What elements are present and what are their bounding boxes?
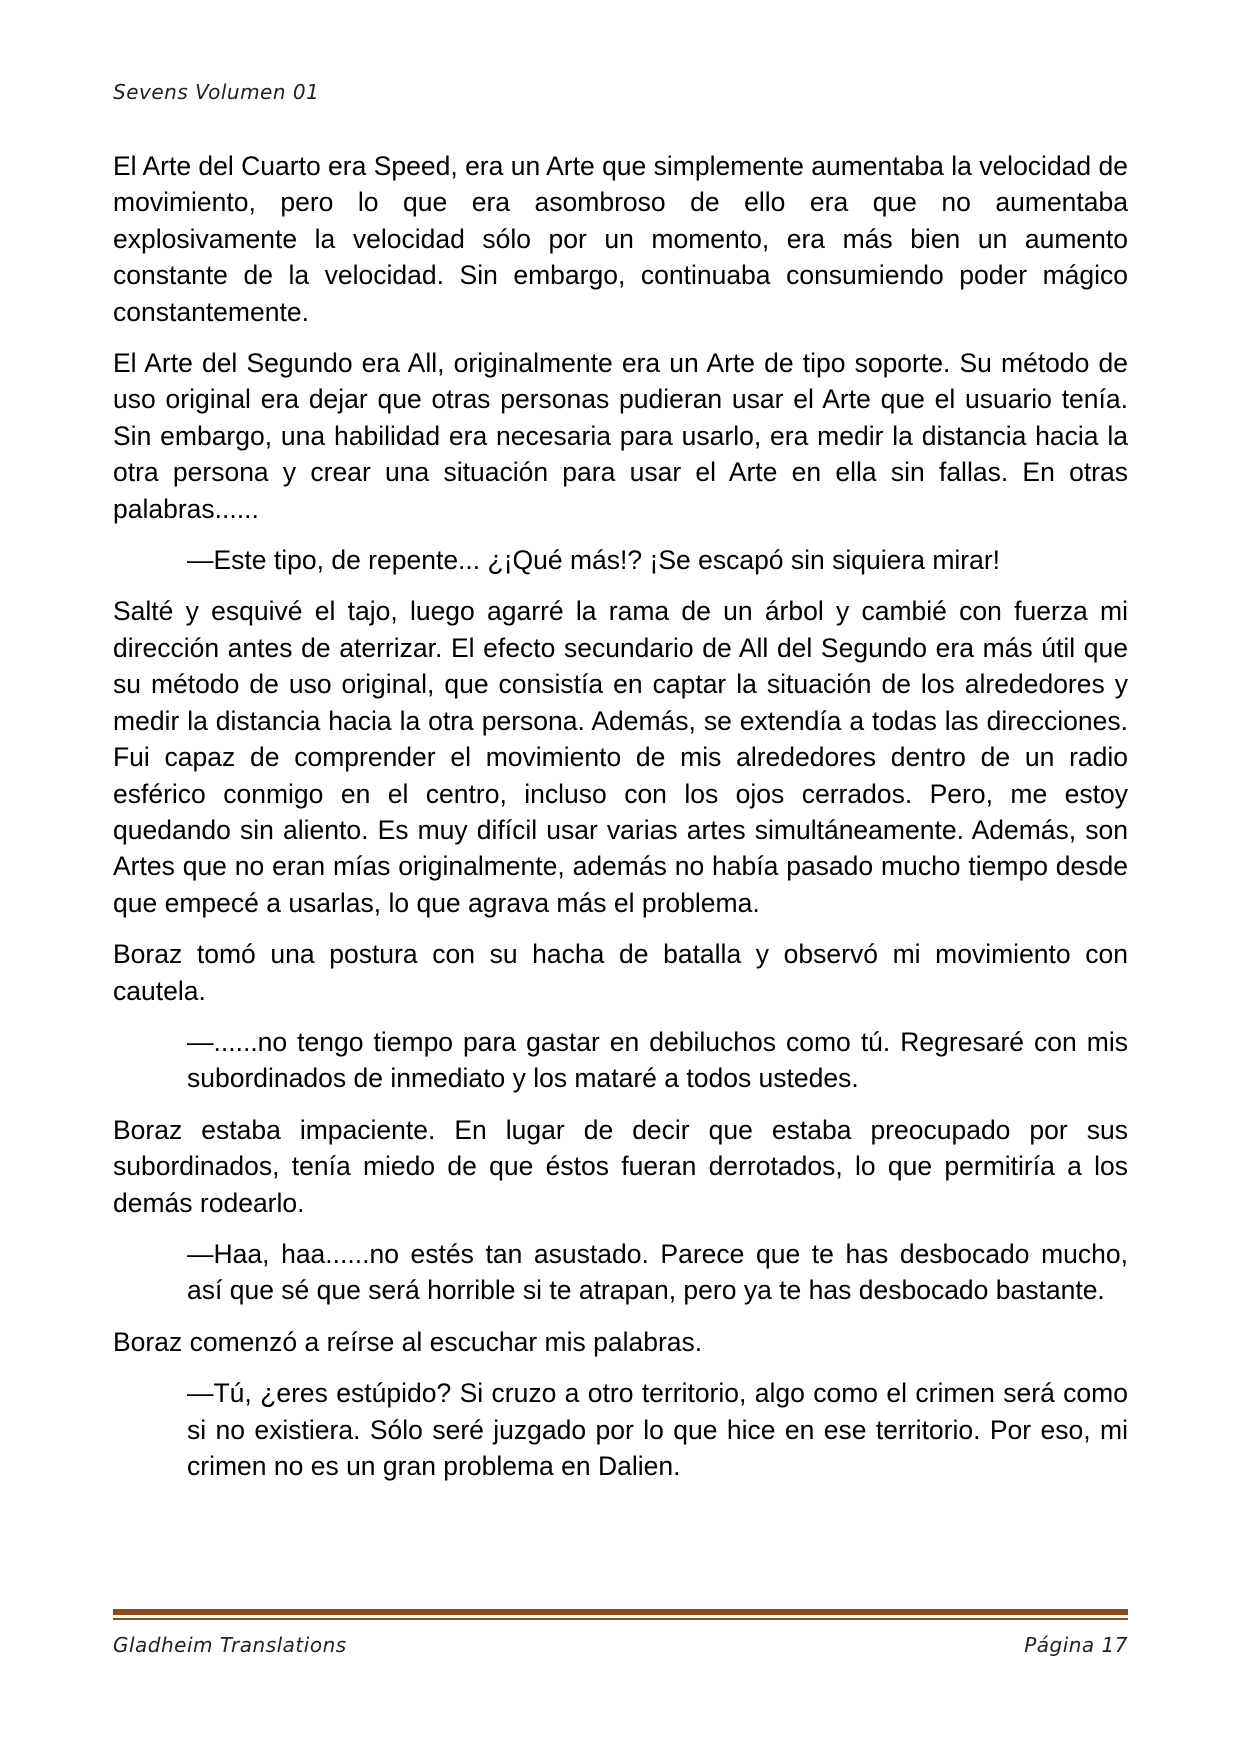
page-number: Página 17	[1024, 1633, 1128, 1657]
footer-publisher: Gladheim Translations	[113, 1633, 347, 1657]
paragraph: El Arte del Segundo era All, originalmente era un Arte de tipo soporte. Su método de uso original era dejar que otras personas pudieran usar el Arte que el usuario tenía. Sin embargo, una habilidad era necesaria para usarlo, era medir la distancia hacia la otra persona y crear una situación para usar el Arte en ella sin fallas. En otras palabras......	[113, 348, 1128, 524]
dialogue-paragraph: —Haa, haa......no estés tan asustado. Parece que te has desbocado mucho, así que sé que será horrible si te atrapan, pero ya te has desbocado bastante.	[187, 1238, 1128, 1306]
paragraph: Boraz tomó una postura con su hacha de batalla y observó mi movimiento con cautela.	[113, 939, 1128, 1006]
running-header: Sevens Volumen 01	[113, 80, 320, 104]
dialogue-paragraph: —Este tipo, de repente... ¿¡Qué más!? ¡Se escapó sin siquiera mirar!	[187, 545, 1001, 576]
paragraph: Boraz comenzó a reírse al escuchar mis palabras.	[113, 1326, 703, 1357]
footer-rule-thin	[113, 1618, 1128, 1620]
dialogue-paragraph: —......no tengo tiempo para gastar en debiluchos como tú. Regresaré con mis subordinados de inmediato y los mataré a todos ustedes.	[187, 1026, 1128, 1094]
paragraph: Salté y esquivé el tajo, luego agarré la rama de un árbol y cambié con fuerza mi dirección antes de aterrizar. El efecto secundario de All del Segundo era más útil que su método de uso original, que consistía en captar la situación de los alrededores y medir la distancia hacia la otra persona. Además, se extendía a todas las direcciones. Fui capaz de comprender el movimiento de mis alrededores dentro de un radio esférico conmigo en el centro, incluso con los ojos cerrados. Pero, me estoy quedando sin aliento. Es muy difícil usar varias artes simultáneamente. Además, son Artes que no eran mías originalmente, además no había pasado mucho tiempo desde que empecé a usarlas, lo que agrava más el problema.	[113, 596, 1128, 918]
paragraph: El Arte del Cuarto era Speed, era un Arte que simplemente aumentaba la velocidad de movimiento, pero lo que era asombroso de ello era que no aumentaba explosivamente la velocidad sólo por un momento, era más bien un aumento constante de la velocidad. Sin embargo, continuaba consumiendo poder mágico constantemente.	[113, 151, 1128, 327]
dialogue-paragraph: —Tú, ¿eres estúpido? Si cruzo a otro territorio, algo como el crimen será como si no existiera. Sólo seré juzgado por lo que hice en ese territorio. Por eso, mi crimen no es un gran problema en Dalien.	[187, 1378, 1128, 1481]
footer-rule-thick	[113, 1609, 1128, 1615]
body-text	[113, 148, 1128, 1499]
paragraph: Boraz estaba impaciente. En lugar de decir que estaba preocupado por sus subordinados, tenía miedo de que éstos fueran derrotados, lo que permitiría a los demás rodearlo.	[113, 1114, 1128, 1218]
